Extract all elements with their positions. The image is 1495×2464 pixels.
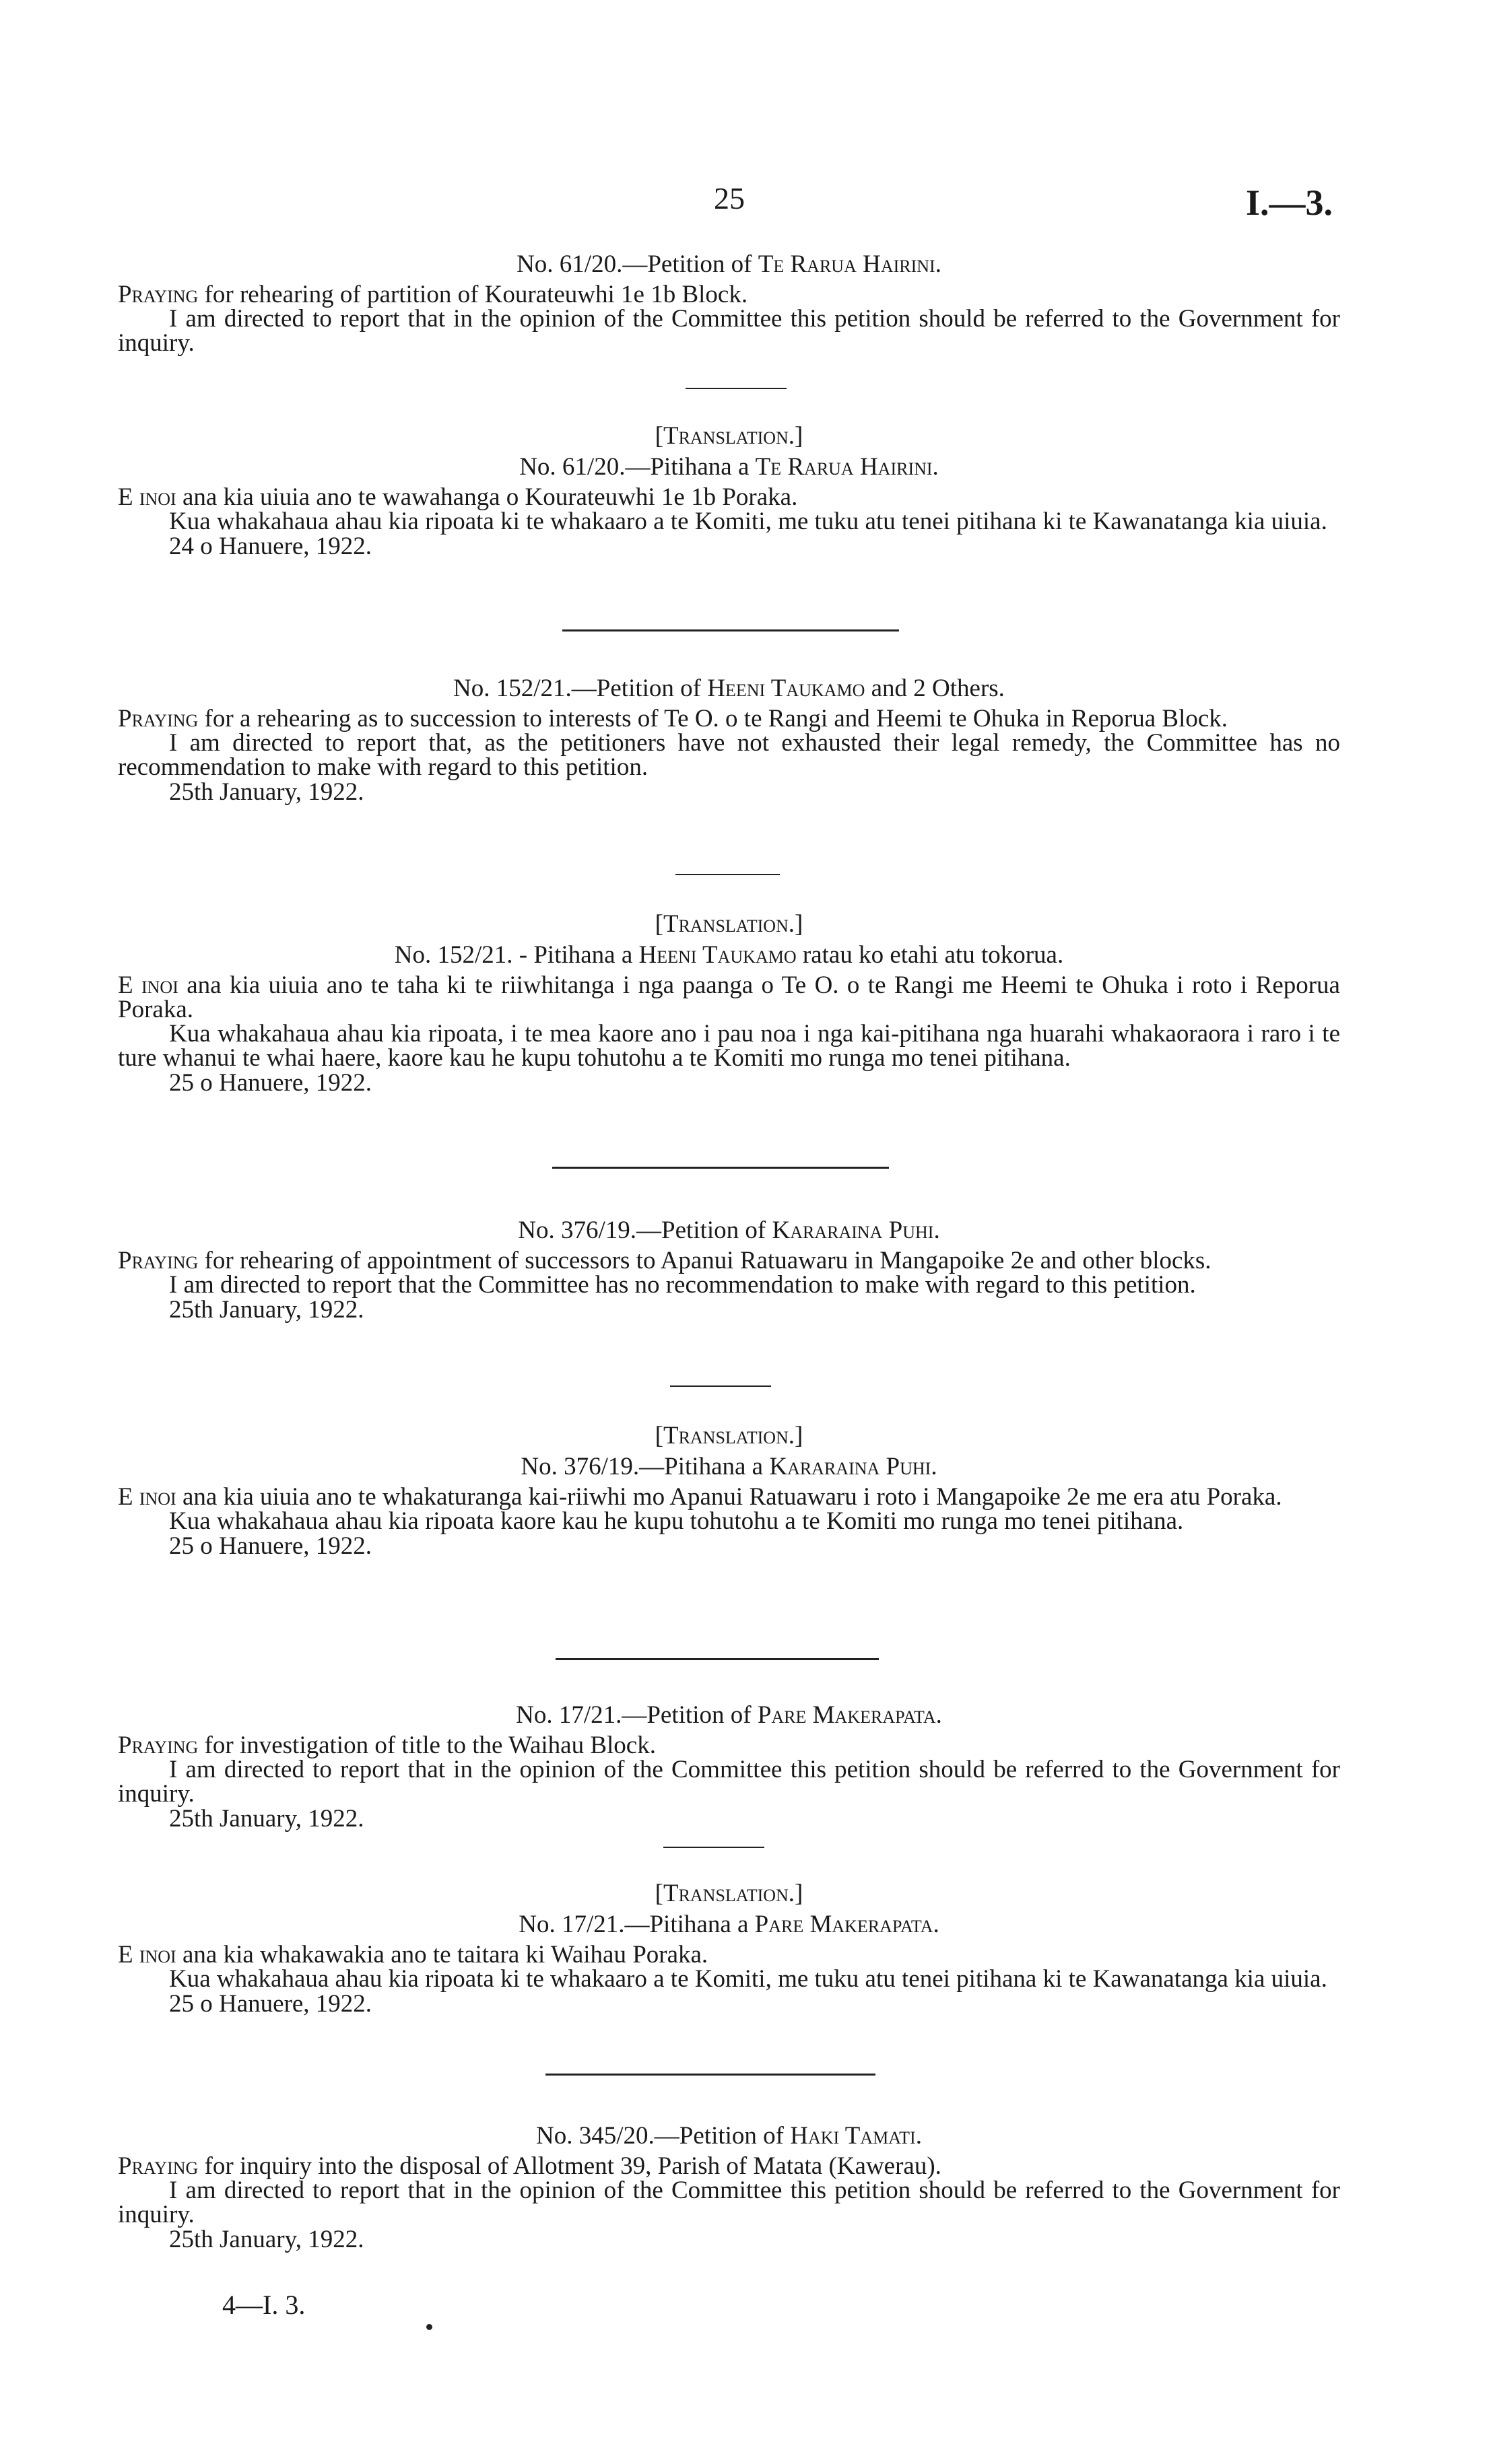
petition-title: No. 17/21.—Petition of Pare Makerapata. (516, 1701, 942, 1729)
petition-prayer: Praying for rehearing of partition of Kourateuwhi 1e 1b Block. (118, 281, 748, 308)
petition-section (118, 1215, 1340, 1323)
short-divider (686, 388, 787, 389)
petition-report: I am directed to report that in the opinion of the Committee this petition should be referred to the Government for inquiry. (118, 305, 1340, 357)
petition-report: Kua whakahaua ahau kia ripoata kaore kau he kupu tohutohu a te Komiti mo runga mo tenei pitihana. (169, 1507, 1184, 1535)
petition-title: No. 152/21.—Petition of Heeni Taukamo and 2 Others. (453, 675, 1005, 702)
document-reference: I.—3. (1246, 182, 1333, 223)
translation-section (118, 1878, 1340, 2017)
petition-section (118, 1700, 1340, 1832)
petition-report: Kua whakahaua ahau kia ripoata ki te whakaaro a te Komiti, me tuku atu tenei pitihana ki te Kawanatanga kia uiuia. (169, 508, 1327, 535)
petition-section (118, 249, 1340, 355)
petition-title: No. 376/19.—Pitihana a Kararaina Puhi. (521, 1453, 937, 1480)
petition-prayer: Praying for a rehearing as to succession to interests of Te O. o te Rangi and Heemi te Ohuka in Reporua Block. (118, 705, 1228, 732)
petition-title: No. 152/21. - Pitihana a Heeni Taukamo ratau ko etahi atu tokorua. (394, 941, 1064, 969)
section-divider (552, 1167, 889, 1169)
petition-prayer: E inoi ana kia uiuia ano te whakaturanga kai-riiwhi mo Apanui Ratuawaru i roto i Mangapoike 2e me era atu Poraka. (118, 1483, 1282, 1511)
petition-title: No. 61/20.—Pitihana a Te Rarua Hairini. (519, 453, 939, 481)
petition-date: 25th January, 1922. (169, 1296, 364, 1324)
petition-section (118, 673, 1340, 805)
petition-title: No. 345/20.—Petition of Haki Tamati. (536, 2122, 922, 2150)
petition-prayer: Praying for rehearing of appointment of successors to Apanui Ratuawaru in Mangapoike 2e and other blocks. (118, 1247, 1211, 1274)
petition-prayer: Praying for investigation of title to the Waihau Block. (118, 1732, 656, 1759)
petition-date: 25th January, 1922. (169, 778, 364, 806)
petition-date: 25th January, 1922. (169, 2226, 364, 2253)
translation-label: [Translation.] (655, 422, 803, 450)
section-divider (545, 2074, 875, 2076)
translation-label: [Translation.] (655, 1880, 803, 1907)
petition-title: No. 376/19.—Petition of Kararaina Puhi. (518, 1217, 940, 1244)
translation-section (118, 909, 1340, 1096)
petition-prayer: E inoi ana kia whakawakia ano te taitara ki Waihau Poraka. (118, 1941, 708, 1969)
petition-date: 25 o Hanuere, 1922. (169, 1990, 372, 2018)
page-number: 25 (714, 181, 745, 215)
petition-date: 25 o Hanuere, 1922. (169, 1069, 372, 1097)
section-divider (556, 1658, 879, 1660)
section-divider (562, 629, 899, 631)
petition-report: I am directed to report that the Committee has no recommendation to make with regard to this petition. (169, 1271, 1196, 1299)
petition-report: I am directed to report that, as the petitioners have not exhausted their legal remedy, the Committee has no recommendation to make with regard to this petition. (118, 729, 1340, 781)
petition-report: I am directed to report that in the opinion of the Committee this petition should be referred to the Government for inquiry. (118, 1756, 1340, 1808)
short-divider (670, 1385, 771, 1387)
petition-date: 24 o Hanuere, 1922. (169, 533, 372, 560)
petition-report: I am directed to report that in the opinion of the Committee this petition should be referred to the Government for inquiry. (118, 2177, 1340, 2228)
petition-prayer: E inoi ana kia uiuia ano te wawahanga o Kourateuwhi 1e 1b Poraka. (118, 483, 798, 511)
petition-prayer: E inoi ana kia uiuia ano te taha ki te riiwhitanga i nga paanga o Te O. o te Rangi me Heemi te Ohuka i roto i Reporua Poraka. (118, 971, 1340, 1023)
petition-date: 25th January, 1922. (169, 1805, 364, 1833)
signature-mark: 4—I. 3. (222, 2290, 306, 2320)
petition-section (118, 2121, 1340, 2253)
translation-section (118, 1421, 1340, 1559)
petition-report: Kua whakahaua ahau kia ripoata, i te mea kaore ano i pau noa i nga kai-pitihana nga huarahi whakaoraora i raro i te ture whanui te whai haere, kaore kau he kupu tohutohu a te Komiti mo runga mo tenei pitihana. (118, 1020, 1340, 1072)
petition-prayer: Praying for inquiry into the disposal of Allotment 39, Parish of Matata (Kawerau). (118, 2152, 941, 2180)
petition-report: Kua whakahaua ahau kia ripoata ki te whakaaro a te Komiti, me tuku atu tenei pitihana ki te Kawanatanga kia uiuia. (169, 1965, 1327, 1993)
petition-title: No. 61/20.—Petition of Te Rarua Hairini. (517, 250, 941, 278)
translation-label: [Translation.] (655, 1422, 803, 1449)
translation-label: [Translation.] (655, 910, 803, 938)
short-divider (663, 1847, 764, 1848)
short-divider (675, 874, 780, 875)
petition-title: No. 17/21.—Pitihana a Pare Makerapata. (519, 1911, 939, 1938)
translation-section (118, 421, 1340, 559)
ink-dot (426, 2324, 432, 2330)
petition-date: 25 o Hanuere, 1922. (169, 1532, 372, 1560)
